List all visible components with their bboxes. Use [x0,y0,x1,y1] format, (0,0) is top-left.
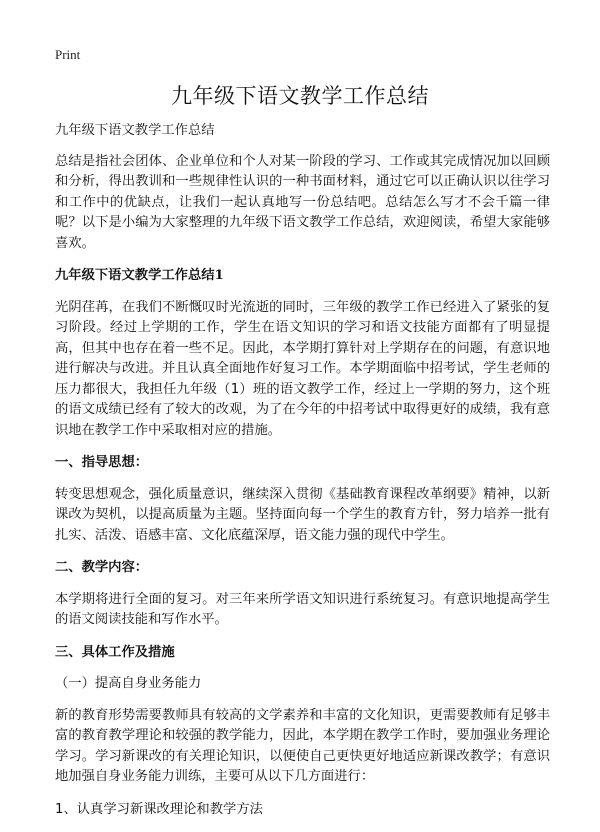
page-title: 九年级下语文教学工作总结 [171,84,429,108]
document-body [55,121,550,832]
subheading-improve-ability: （一）提高自身业务能力 [55,676,202,691]
document-subtitle: 九年级下语文教学工作总结 [55,123,215,138]
heading-measures: 三、具体工作及措施 [55,644,175,660]
print-label: Print [55,47,81,62]
section-heading-1: 九年级下语文教学工作总结1 [55,268,224,283]
heading-teaching-content: 二、教学内容： [55,560,149,575]
heading-guiding-ideology: 一、指导思想： [55,455,149,470]
intro-paragraph: 总结是指社会团体、企业单位和个人对某一阶段的学习、工作或其完成情况加以回顾和分析，得出教训和一些规律性认识的一种书面材料，通过它可以正确认识以往学习和工作中的优缺点，让我们一起认真地写一份总结吧。总结怎么写才不会千篇一律呢？以下是小编为大家整理的九年级下语文教学工作总结，欢迎阅读，希望大家能够喜欢。 [55,153,550,251]
teaching-content-paragraph: 本学期将进行全面的复习。对三年来所学语文知识进行系统复习。有意识地提高学生的语文阅读技能和写作水平。 [55,591,550,627]
guiding-ideology-paragraph: 转变思想观念，强化质量意识，继续深入贯彻《基础教育课程改革纲要》精神，以新课改为契机，以提高质量为主题。坚持面向每一个学生的教育方针，努力培养一批有扎实、活泼、语感丰富、文化底蕴深厚，语文能力强的现代中学生。 [55,486,550,543]
list-item-1: 1、认真学习新课改理论和教学方法 [55,801,263,817]
section-1-paragraph: 光阴荏苒，在我们不断慨叹时光流逝的同时，三年级的教学工作已经进入了紧张的复习阶段。经过上学期的工作，学生在语文知识的学习和语文技能方面都有了明显提高，但其中也存在着一些不足。因此，本学期打算针对上学期存在的问题，有意识地进行解决与改进。并且认真全面地作好复习工作。本学期面临中招考试，学生老师的压力都很大，我担任九年级（1）班的语文教学工作，经过上一学期的努力，这个班的语文成绩已经有了较大的改观，为了在今年的中招考试中取得更好的成绩，我有意识地在教学工作中采取相对应的措施。 [55,299,550,438]
improve-ability-paragraph: 新的教育形势需要教师具有较高的文学素养和丰富的文化知识，更需要教师有足够丰富的教育教学理论和较强的教学能力，因此，本学期在教学工作时，要加强业务理论学习。学习新课改的有关理论知识，以便使自己更快更好地适应新课改教学；有意识地加强自身业务能力训练，主要可从以下几方面进行： [55,707,550,784]
